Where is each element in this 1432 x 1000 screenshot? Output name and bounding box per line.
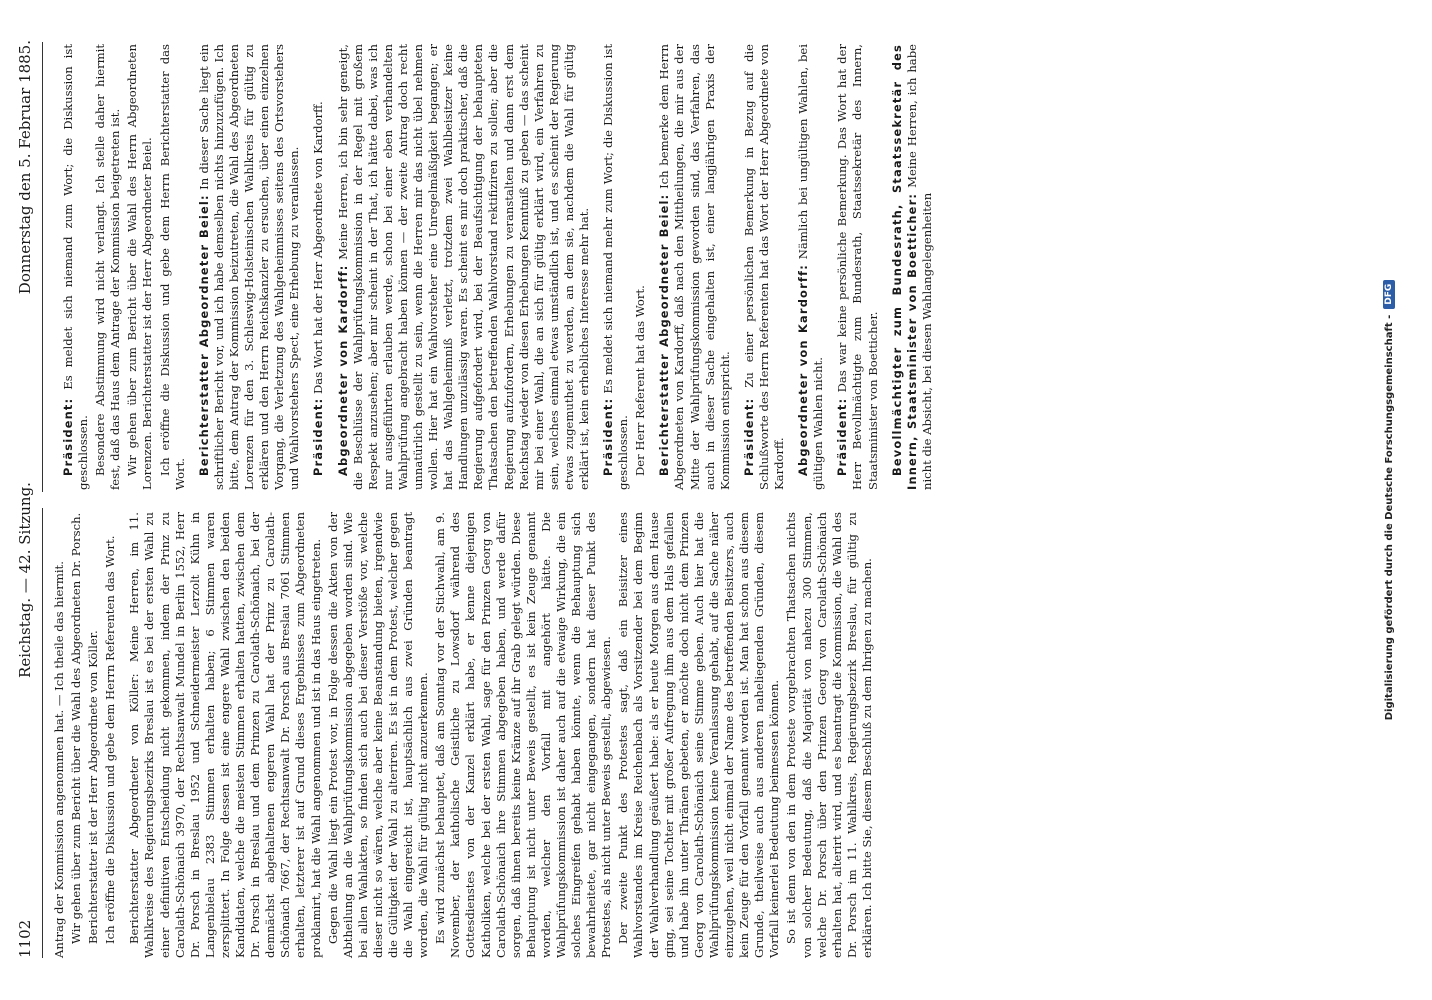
paragraph: Wir gehen über zum Bericht über die Wahl des Abgeordneten Dr. Porsch. [69,512,84,944]
speech-paragraph [633,44,648,490]
speaker-label: Abgeordneter von Kardorff: [796,264,811,476]
left-text-column [52,512,877,958]
speech-text: Der Herr Referent hat das Wort. [633,285,648,476]
speaker-label: Abgeordneter von Kardorff: [335,264,350,476]
paragraph: Es wird zunächst behauptet, daß am Sonntag vor der Stichwahl, am 9. November, der katholische Geistliche zu Lowsdorf während des Gottesdienstes von der Kanzel erklärt habe, er kenne diejenigen Katholiken, welche bei der ersten Wahl, sage für den Prinzen Georg von Carolath-Schönaich ihre Stimmen abgegeben haben, und werde dafür sorgen, daß ihnen bereits keine Kränze auf ihr Grab gelegt würden. Diese Behauptung ist nicht unter Beweis gestellt, es ist kein Zeuge genannt worden, welcher den Vorfall mit angehört hätte. Die Wahlprüfungskommission ist daher auch auf die etwaige Wirkung, die ein solches Eingreifen gehabt haben könnte, wenn die Behauptung sich bewahrheitete, gar nicht eingegangen, sondern hat dieser Punkt des Protestes, als nicht unter Beweis gestellt, abgewiesen. [433,512,614,958]
speech-paragraph [657,44,732,490]
speech-paragraph [93,44,123,490]
speaker-label: Präsident: [311,397,326,476]
speech-text: Wir gehen über zum Bericht über die Wahl des Herrn Abgeordneten Lorenzen. Berichterstatter ist der Herr Abgeordneter Beiel. [125,44,155,490]
page-number: 1102 [16,919,34,958]
speaker-label: Bevollmächtigter zum Bundesrath, Staatssekretär des Innern, Staatsminister von Boetticher: [889,44,919,490]
speaker-label: Präsident: [835,397,850,476]
speech-text: In dieser Sache liegt ein schriftlicher Bericht vor, und ich habe demselben nichts hinzuzufügen. Ich bitte, dem Antrag der Kommission beizutreten, die Wahl des Abgeordneten Lorenzen für den 3. Schleswig-Holsteinischen Wahlkreis für gültig zu erklären und den Herrn Reichskanzler zu ersuchen, über einen einzelnen Vorgang, die Verletzung des Wahlgeheimnisses seitens des Ortsvorstehers und Wahlvorstehers Spect, eine Erhebung zu veranlassen. [196,43,302,490]
speech-text: Es meldet sich niemand mehr zum Wort; die Diskussion ist geschlossen. [601,44,631,490]
running-header: Reichstag. — 42. Sitzung. [16,482,34,678]
paragraph: Berichterstatter ist der Herr Abgeordnete von Köller. [86,630,101,944]
speech-paragraph [125,44,155,490]
header-rule-left [42,508,43,958]
session-date: Donnerstag den 5. Februar 1885. [16,40,34,295]
speech-paragraph [311,44,326,490]
speech-text: Das war keine persönliche Bemerkung. Das Wort hat der Herr Bevollmächtigte zum Bundesrath, Staatssekretär des Innern, Staatsminister von Boetticher. [835,43,880,490]
speech-paragraph [601,44,631,490]
paragraph: Berichterstatter Abgeordneter von Köller: Meine Herren, im 11. Wahlkreise des Regierungsbezirks Breslau ist es bei der ersten Wahl zu einer definitiven Entscheidung nicht gekommen, indem der Prinz zu Carolath-Schönaich 3970, der Rechtsanwalt Mundel in Berlin 1552, Herr Dr. Porsch in Breslau 1952 und Schneidermeister Lerzolt Kühn in Langenbielau 2383 Stimmen erhalten haben; 6 Stimmen waren zersplittert. In Folge dessen ist eine engere Wahl zwischen den beiden Kandidaten, welche die meisten Stimmen erhalten hatten, zwischen dem Dr. Porsch in Breslau und dem Prinzen zu Carolath-Schönaich, bei der demnächst abgehaltenen engeren Wahl hat der Prinz zu Carolath-Schönaich 7667, der Rechtsanwalt Dr. Porsch aus Breslau 7061 Stimmen erhalten, letzterer ist auf Grund dieses Ergebnisses zum Abgeordneten proklamirt, hat die Wahl angenommen und ist in das Haus eingetreten. [127,512,323,958]
speaker-label: Präsident: [61,397,75,476]
speech-paragraph [742,44,787,490]
speech-paragraph [336,44,593,490]
paragraph: So ist denn von den in dem Proteste vorgebrachten Thatsachen nichts von solcher Bedeutung, daß die Majorität von nahezu 300 Stimmen, welche Dr. Porsch über den Prinzen Georg von Carolath-Schönaich erhalten hat, alterirt wird, und es beantragt die Kommission, die Wahl des Dr. Porsch im 11. Wahlkreis, Regierungsbezirk Breslau, für gültig zu erklären. Ich bitte Sie, diesem Beschluß zu dem Ihrigen zu machen. [784,512,874,958]
speech-paragraph [835,44,880,490]
credit-text: Digitalisierung gefördert durch die Deutsche Forschungsgemeinschaft - [1384,314,1395,721]
paragraph: Antrag der Kommission angenommen hat. — Ich theile das hiermit. [52,561,66,958]
speech-text: Ich eröffne die Diskussion und gebe dem Herrn Berichterstatter das Wort. [157,44,187,490]
dfg-logo: DFG [1383,280,1395,309]
speech-text: Ich bemerke dem Herrn Abgeordneten von Kardorff, daß nach den Mittheilungen, die mir aus der Mitte der Wahlprüfungskommission geworden sind, das Verfahren, das auch in dieser Sache eingehalten ist, einer langjährigen Praxis der Kommission entspricht. [657,43,732,490]
speech-paragraph [796,44,826,490]
paragraph: Ich eröffne die Diskussion und gebe dem Herrn Referenten das Wort. [103,535,118,944]
speaker-label: Berichterstatter Abgeordneter Beiel: [657,193,672,476]
speech-paragraph [158,44,188,490]
speech-text: Besondere Abstimmung wird nicht verlangt. Ich stelle daher hiermit fest, daß das Haus dem Antrage der Kommission beigetreten ist. [93,44,123,490]
speaker-label: Präsident: [741,397,756,476]
paragraph: Der zweite Punkt des Protestes sagt, daß ein Beisitzer eines Wahlvorstandes im Kreise Reichenbach als Vorsitzender bei dem Beginn der Wahlverhandlung geäußert habe: als er heute Morgen aus dem Hause ging, sei seine Tochter mit großer Aufregung ihm aus dem Hals gefallen und habe ihn unter Thränen gebeten, er möchte doch nicht dem Prinzen Georg von Carolath-Schönaich seine Stimme geben. Auch hier hat die Wahlprüfungskommission keine Veranlassung gehabt, auf die Sache näher einzugehen, weil nicht einmal der Name des betreffenden Beisitzers, auch kein Zeuge für den Vorfall genannt worden ist. Man hat schon aus diesem Grunde, theilweise auch aus anderen naheliegenden Gründen, diesem Vorfall keinerlei Bedeutung beimessen können. [616,512,782,958]
right-text-column [52,44,937,490]
speech-paragraph [890,44,935,490]
speech-text: Es meldet sich niemand zum Wort; die Diskussion ist geschlossen. [61,44,91,490]
speech-text: Meine Herren, ich bin sehr geneigt, die Beschlüsse der Wahlprüfungskommission in der Regel mit großem Respekt anzusehen; aber mir scheint in der That, ich hätte dabei, was ich nur ausgeführten erlauben werde, schon bei einer eben verhandelten Wahlprüfung angebracht haben können — der zweite Antrag doch recht unnatürlich gestellt zu sein, wenn die Herren mir das nicht übel nehmen wollen. Hier hat ein Wahlvorsteher eine Unregelmäßigkeit begangen; er hat das Wahlgeheimniß verletzt, trotzdem zwei Wahlbeisitzer keine Handlungen unzulässig waren. Es scheint es mir doch praktischer, daß die Regierung aufgefordert wird, bei der Beaufsichtigung der behaupteten Thatsachen den betreffenden Wahlvorstand rektifiziren zu sollen; aber die Regierung aufzufordern, Erhebungen zu veranstalten und dann erst dem Reichstag wieder von diesen Erhebungen Kenntniß zu geben — das scheint mir bei einer Wahl, die an sich für gültig erklärt wird, ein Verfahren zu sein, welches einmal etwas umständlich ist, und es scheint der Regierung etwas zugemuthet zu werden, an dem sie, nachdem die Wahl für gültig erklärt ist, kein erhebliches Interesse mehr hat. [335,44,591,490]
speech-text: Nämlich bei ungültigen Wahlen, bei gültigen Wahlen nicht. [796,44,826,490]
speaker-label: Präsident: [601,397,616,476]
speech-text: Meine Herren, ich habe nicht die Absicht, bei diesen Wahlangelegenheiten [904,43,934,490]
speaker-label: Berichterstatter Abgeordneter Beiel: [196,194,211,476]
speech-paragraph [197,44,303,490]
digitization-credit [1383,35,1395,965]
paragraph: Gegen die Wahl liegt ein Protest vor, in Folge dessen die Akten von der Abtheilung an die Wahlprüfungskommission abgegeben worden sind. Wie bei allen Wahlakten, so finden sich auch bei dieser Verstöße vor, welche dieser nicht so wären, welche aber keine Beanstandung bieten, irgendwie die Gültigkeit der Wahl zu alteriren. Es ist in dem Protest, welcher gegen die Wahl eingereicht ist, hauptsächlich aus zwei Gründen beantragt worden, die Wahl für gültig nicht anzuerkennen. [325,512,431,958]
speech-text: Das Wort hat der Herr Abgeordnete von Kardorff. [311,101,326,394]
header-rule-right [42,42,43,492]
speech-text: Zu einer persönlichen Bemerkung in Bezug auf die Schlußworte des Herrn Referenten hat das Wort der Herr Abgeordnete von Kardorff. [741,43,787,490]
speech-paragraph [61,44,91,490]
